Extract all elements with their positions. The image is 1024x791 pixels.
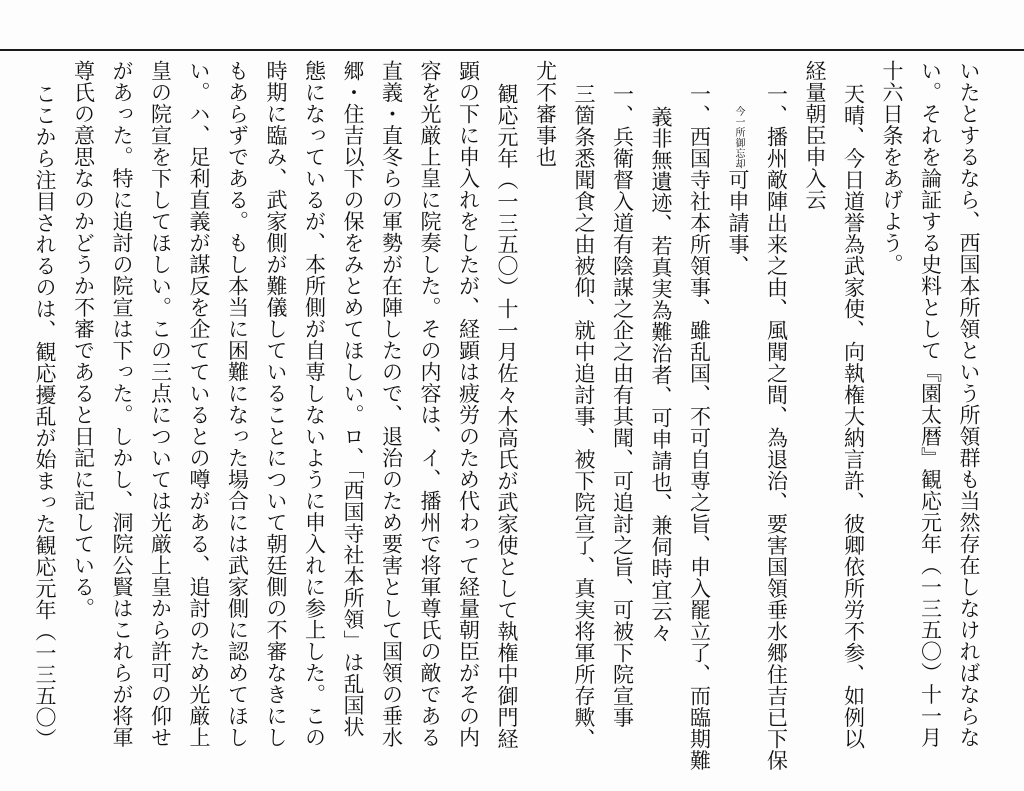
text-column: 郷・住吉以下の保をみとめてほしい。ロ、「西国寺社本所領」は乱国状 xyxy=(341,60,365,738)
text-column: 容を光厳上皇に院奏した。その内容は、イ、播州で将軍尊氏の敵である xyxy=(418,60,442,748)
text-column: いたとするなら、西国本所領という所領群も当然存在しなければならな xyxy=(957,60,981,748)
text-column: い。それを論証する史料として『園太暦』観応元年（一三五〇）十一月 xyxy=(918,60,943,748)
text-column: 十六日条をあげよう。 xyxy=(880,60,904,275)
text-column: 時期に臨み、武家側が難儀していることについて朝廷側の不審なきにし xyxy=(264,60,288,748)
text-column: 皇の院宣を下してほしい。この三点については光厳上皇から許可の仰せ xyxy=(148,60,173,748)
text-column: があった。特に追討の院宣は下った。しかし、洞院公賢はこれらが将軍 xyxy=(110,60,134,748)
quote-item-column: 一、播州敵陣出来之由、風聞之間、為退治、要害国領垂水郷住吉已下保 xyxy=(764,83,789,771)
quote-column: 三箇条悉聞食之由被仰、就中追討事、被下院宣了、真実将軍所存歟、 xyxy=(572,83,596,750)
body-text xyxy=(26,60,989,790)
quote-column: 尤不審事也 xyxy=(533,60,558,168)
quote-item-continuation: 今一所御忘却可申請事、 xyxy=(726,106,750,277)
text-column: 尊氏の意思なのかどうか不審であると日記に記している。 xyxy=(71,60,96,619)
top-rule xyxy=(0,49,1024,51)
text-column: ここから注目されるのは、観応擾乱が始まった観応元年（一三五〇） xyxy=(33,83,57,750)
quote-column: 経量朝臣申入云 xyxy=(803,60,827,211)
text-column: い。ハ、足利直義が謀反を企てているとの噂がある、追討のため光厳上 xyxy=(187,60,211,748)
quote-column: 天晴、今日道誉為武家使、向執権大納言許、彼卿依所労不参、如例以 xyxy=(841,83,866,750)
text-column: 態になっているが、本所側が自専しないように申入れに参上した。この xyxy=(302,60,327,748)
text-column: 顕の下に申入れをしたが、経顕は疲労のため代わって経量朝臣がその内 xyxy=(456,60,481,748)
quote-item-column: 一、兵衛督入道有陰謀之企之由有其聞、可追討之旨、可被下院宣事 xyxy=(610,83,635,728)
text-column: 直義・直冬らの軍勢が在陣したので、退治のため要害として国領の垂水 xyxy=(379,60,404,748)
text-column: もあらずである。もし本当に困難になった場合には武家側に認めてほし xyxy=(225,60,250,748)
quote-item-column: 一、西国寺社本所領事、雖乱国、不可自専之旨、申入罷立了、而臨期難 xyxy=(687,83,712,771)
interlinear-note: 今一所御忘却 xyxy=(733,106,744,169)
text-column: 観応元年（一三五〇）十一月佐々木高氏が武家使として執権中御門経 xyxy=(495,83,519,750)
quote-item-continuation: 義非無遺迹、若真実為難治者、可申請也、兼伺時宜云々 xyxy=(649,106,673,644)
